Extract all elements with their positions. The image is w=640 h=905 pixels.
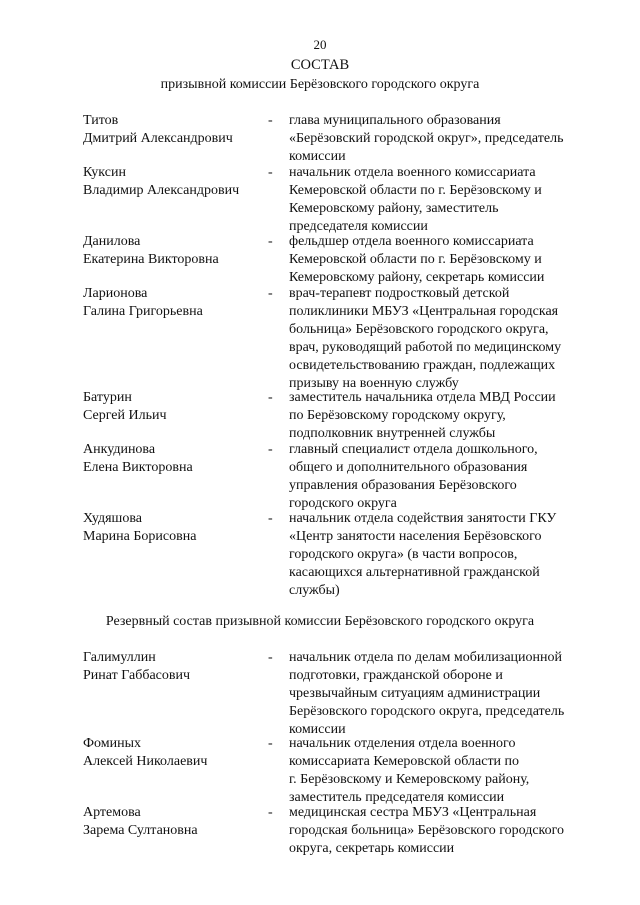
- role-line: Кемеровской области по г. Берёзовскому и: [289, 183, 542, 198]
- member-given-names: Дмитрий Александрович: [83, 131, 233, 146]
- member-dash: -: [268, 390, 273, 405]
- role-line: Кемеровскому району, секретарь комиссии: [289, 270, 545, 285]
- member-given-names: Алексей Николаевич: [83, 754, 208, 769]
- member-dash: -: [268, 805, 273, 820]
- member-dash: -: [268, 113, 273, 128]
- role-line: «Берёзовский городской округ», председатель: [289, 131, 564, 146]
- role-line: врач, руководящий работой по медицинскому: [289, 340, 562, 355]
- member-surname: Данилова: [83, 234, 141, 249]
- member-role: [289, 804, 601, 858]
- role-line: медицинская сестра МБУЗ «Центральная: [289, 805, 537, 820]
- member-given-names: Ринат Габбасович: [83, 668, 191, 683]
- role-line: Берёзовского городского округа, председатель: [289, 704, 565, 719]
- member-dash: -: [268, 736, 273, 751]
- role-line: начальник отдела по делам мобилизационной: [289, 650, 563, 665]
- role-line: касающихся альтернативной гражданской: [289, 565, 540, 580]
- page-number: 20: [313, 37, 327, 52]
- role-line: начальник отдела содействия занятости ГКУ: [289, 511, 557, 526]
- member-given-names: Сергей Ильич: [83, 408, 167, 423]
- role-line: общего и дополнительного образования: [289, 460, 528, 475]
- member-dash: -: [268, 650, 273, 665]
- member-surname: Куксин: [83, 165, 126, 180]
- member-given-names: Зарема Султановна: [83, 823, 198, 838]
- role-line: больница» Берёзовского городского округа,: [289, 322, 549, 337]
- member-name: [83, 804, 263, 840]
- member-dash: -: [268, 234, 273, 249]
- role-line: призыву на военную службу: [289, 376, 459, 391]
- role-line: городская больница» Берёзовского городского: [289, 823, 565, 838]
- role-line: службы): [289, 583, 340, 598]
- member-role: [289, 164, 601, 236]
- member-name: [83, 164, 263, 200]
- member-dash: -: [268, 286, 273, 301]
- document-subtitle: призывной комиссии Берёзовского городского округа: [160, 77, 480, 92]
- member-surname: Фоминых: [83, 736, 142, 751]
- role-line: городского округа: [289, 496, 397, 511]
- role-line: «Центр занятости населения Берёзовского: [289, 529, 542, 544]
- member-surname: Галимуллин: [83, 650, 156, 665]
- member-role: [289, 441, 601, 513]
- member-given-names: Галина Григорьевна: [83, 304, 203, 319]
- member-surname: Анкудинова: [83, 442, 156, 457]
- role-line: комиссариата Кемеровской области по: [289, 754, 520, 769]
- member-given-names: Елена Викторовна: [83, 460, 193, 475]
- role-line: городского округа» (в части вопросов,: [289, 547, 518, 562]
- member-surname: Батурин: [83, 390, 132, 405]
- member-dash: -: [268, 511, 273, 526]
- member-surname: Худяшова: [83, 511, 142, 526]
- role-line: Кемеровскому району, заместитель: [289, 201, 499, 216]
- member-dash: -: [268, 442, 273, 457]
- member-surname: Ларионова: [83, 286, 148, 301]
- member-surname: Титов: [83, 113, 119, 128]
- role-line: комиссии: [289, 149, 346, 164]
- member-role: [289, 735, 601, 807]
- member-name: [83, 735, 263, 771]
- role-line: Кемеровской области по г. Берёзовскому и: [289, 252, 542, 267]
- member-role: [289, 649, 601, 739]
- member-given-names: Марина Борисовна: [83, 529, 197, 544]
- role-line: начальник отдела военного комиссариата: [289, 165, 536, 180]
- member-role: [289, 233, 601, 287]
- role-line: освидетельствованию граждан, подлежащих: [289, 358, 556, 373]
- role-line: округа, секретарь комиссии: [289, 841, 455, 856]
- member-given-names: Владимир Александрович: [83, 183, 240, 198]
- member-name: [83, 510, 263, 546]
- member-role: [289, 389, 601, 443]
- member-dash: -: [268, 165, 273, 180]
- role-line: глава муниципального образования: [289, 113, 501, 128]
- role-line: комиссии: [289, 722, 346, 737]
- role-line: г. Берёзовскому и Кемеровскому району,: [289, 772, 530, 787]
- member-name: [83, 233, 263, 269]
- role-line: поликлиники МБУЗ «Центральная городская: [289, 304, 559, 319]
- member-role: [289, 112, 601, 166]
- role-line: управления образования Берёзовского: [289, 478, 517, 493]
- member-role: [289, 285, 601, 393]
- role-line: фельдшер отдела военного комиссариата: [289, 234, 534, 249]
- role-line: главный специалист отдела дошкольного,: [289, 442, 538, 457]
- role-line: врач-терапевт подростковый детской: [289, 286, 510, 301]
- role-line: заместитель начальника отдела МВД России: [289, 390, 556, 405]
- member-name: [83, 441, 263, 477]
- role-line: заместитель председателя комиссии: [289, 790, 505, 805]
- role-line: подготовки, гражданской обороне и: [289, 668, 503, 683]
- member-name: [83, 285, 263, 321]
- role-line: чрезвычайным ситуациям администрации: [289, 686, 541, 701]
- member-name: [83, 112, 263, 148]
- member-surname: Артемова: [83, 805, 141, 820]
- role-line: по Берёзовскому городскому округу,: [289, 408, 506, 423]
- member-given-names: Екатерина Викторовна: [83, 252, 219, 267]
- member-name: [83, 389, 263, 425]
- member-name: [83, 649, 263, 685]
- member-role: [289, 510, 601, 600]
- role-line: подполковник внутренней службы: [289, 426, 496, 441]
- role-line: начальник отделения отдела военного: [289, 736, 516, 751]
- reserve-section-heading: Резервный состав призывной комиссии Берёзовского городского округа: [105, 614, 535, 629]
- document-title: СОСТАВ: [290, 57, 350, 73]
- role-line: председателя комиссии: [289, 219, 428, 234]
